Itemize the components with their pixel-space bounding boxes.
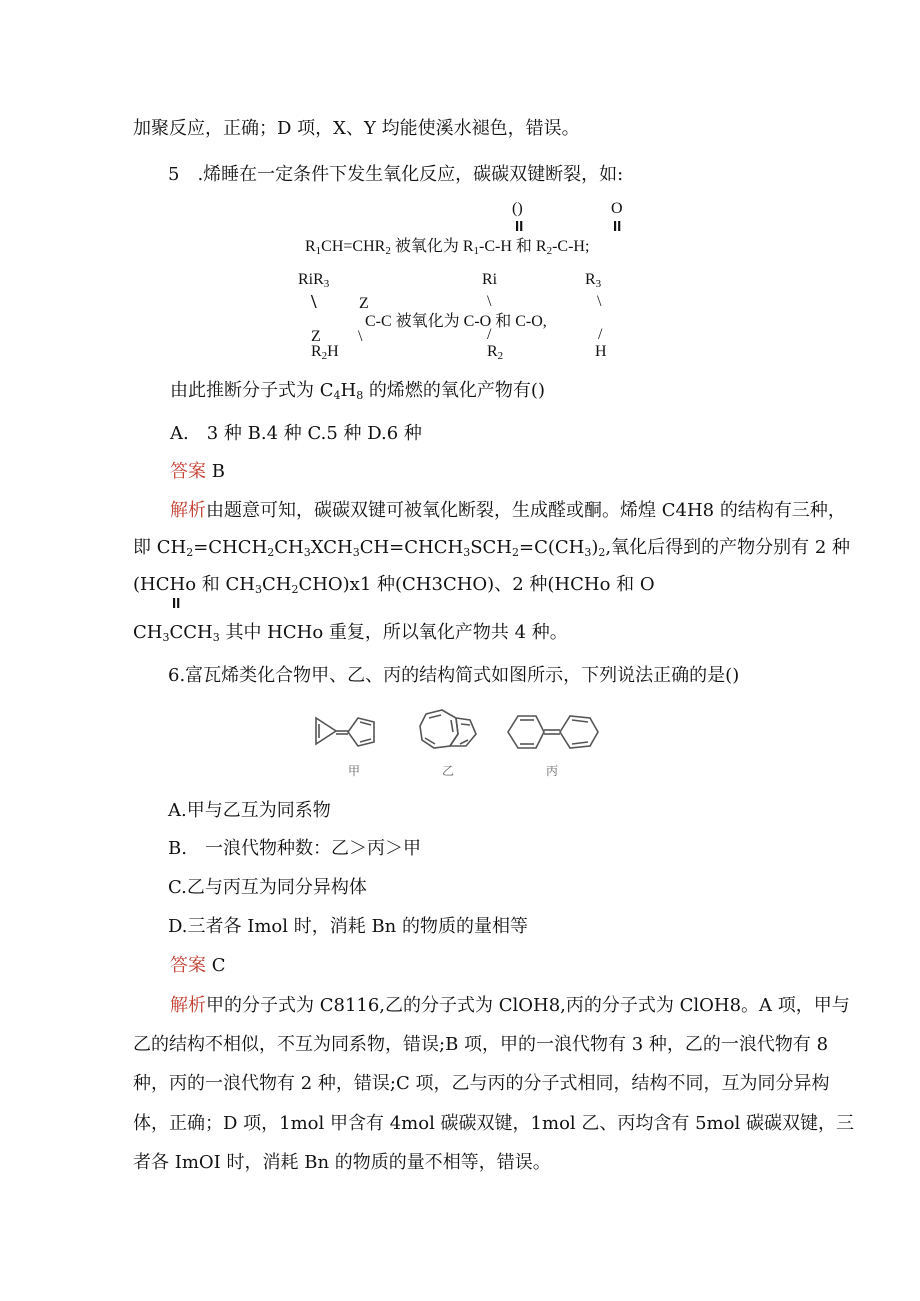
structures-figure: [308, 700, 608, 780]
analysis-line: $CH_3CCH_3$ 其中 HCHo 重复，所以氧化产物共 4 种。: [133, 622, 568, 644]
substituent-r3: $R_3$: [585, 271, 602, 290]
analysis-line: 种，丙的一浪代物有 2 种，错误;C 项，乙与丙的分子式相同，结构不同，互为同分异构: [133, 1073, 830, 1094]
question-5-stem: 5 .烯睡在一定条件下发生氧化反应，碳碳双键断裂，如:: [168, 164, 624, 185]
option-c: C.乙与丙互为同分异构体: [168, 877, 367, 898]
analysis-line: 体，正确；D 项，1mol 甲含有 4mol 碳碳双键，1mol 乙、丙均含有 5mol 碳碳双键，三: [133, 1113, 854, 1134]
double-bond-2: II: [613, 218, 622, 235]
question-5-ask: 由此推断分子式为 $C_4H_8$ 的烯燃的氧化产物有(): [170, 380, 545, 402]
bond-line: \: [358, 328, 363, 345]
figure-label-jia: 甲: [348, 764, 361, 778]
double-bond-1: II: [515, 218, 524, 235]
answer-value: C: [206, 955, 226, 976]
structure-bing: [508, 716, 598, 748]
bond-line: \: [487, 293, 492, 310]
substituent-h: H: [595, 343, 607, 360]
answer-label: 答案: [170, 461, 206, 482]
option-d: D.三者各 Imol 时，消耗 Bn 的物质的量相等: [168, 916, 528, 937]
analysis-line: 解析由题意可知，碳碳双键可被氧化断裂，生成醛或酮。烯煌 C4H8 的结构有三种，: [170, 500, 846, 521]
substituent-ri: Ri: [482, 271, 498, 288]
analysis-label: 解析: [170, 995, 206, 1016]
analysis-label: 解析: [170, 500, 206, 521]
structure-jia: [316, 718, 374, 746]
figure-label-yi: 乙: [442, 764, 455, 778]
figure-label-bing: 丙: [546, 764, 559, 778]
structure-yi: [420, 710, 476, 748]
bond-line: \: [311, 291, 317, 313]
double-bond-analysis: II: [172, 595, 181, 612]
analysis-line: 乙的结构不相似，不互为同系物，错误;B 项，甲的一浪代物有 3 种，乙的一浪代物有 8: [133, 1034, 829, 1055]
substituent-z-1: Z: [359, 295, 369, 312]
carbonyl-o-2: O: [611, 200, 623, 217]
option-a: A.甲与乙互为同系物: [168, 800, 331, 821]
substituent-r2: $R_2$: [487, 343, 504, 362]
question-6-stem: 6.富瓦烯类化合物甲、乙、丙的结构简式如图所示，下列说法正确的是(): [168, 665, 740, 686]
answer-value: B: [206, 461, 225, 482]
bond-line: \: [597, 293, 602, 310]
analysis-line: 即 $CH_2=CHCH_2CH_3XCH_3CH=CHCH_3SCH_2=C(CH_3)_2$,氧化后得到的产物分别有 2 种: [133, 537, 851, 559]
bond-line: /: [487, 326, 492, 343]
substituent-r1r3: RiR$_3$: [298, 271, 330, 290]
substituent-z-2: Z: [311, 328, 321, 345]
substituent-r2h: $R_2H$: [311, 343, 339, 362]
option-b: B. 一浪代物种数：乙＞丙＞甲: [168, 838, 421, 859]
bond-line: /: [598, 326, 603, 343]
analysis-line: (HCHo 和 $CH_3CH_2CHO)x1$ 种(CH3CHO)、2 种(HCHo 和 O: [133, 574, 655, 596]
reaction-equation-2: C-C 被氧化为 C-O 和 C-O,: [365, 313, 547, 330]
answer-line: [170, 955, 226, 977]
analysis-line: 解析甲的分子式为 C8116,乙的分子式为 ClOH8,丙的分子式为 ClOH8。A 项，甲与: [170, 995, 850, 1016]
reaction-equation-1: $R_1CH=CHR_2$ 被氧化为 $R_1-C-H$ 和 $R_2-C-H$;: [305, 238, 590, 257]
paragraph-line: 加聚反应，正确；D 项，X、Y 均能使溪水褪色，错误。: [133, 118, 580, 139]
answer-line: [170, 461, 225, 483]
answer-label: 答案: [170, 955, 206, 976]
analysis-line: 者各 ImOI 时，消耗 Bn 的物质的量不相等，错误。: [133, 1152, 551, 1173]
question-5-options: A. 3 种 B.4 种 C.5 种 D.6 种: [170, 423, 422, 444]
carbonyl-o-1: (): [512, 200, 523, 217]
